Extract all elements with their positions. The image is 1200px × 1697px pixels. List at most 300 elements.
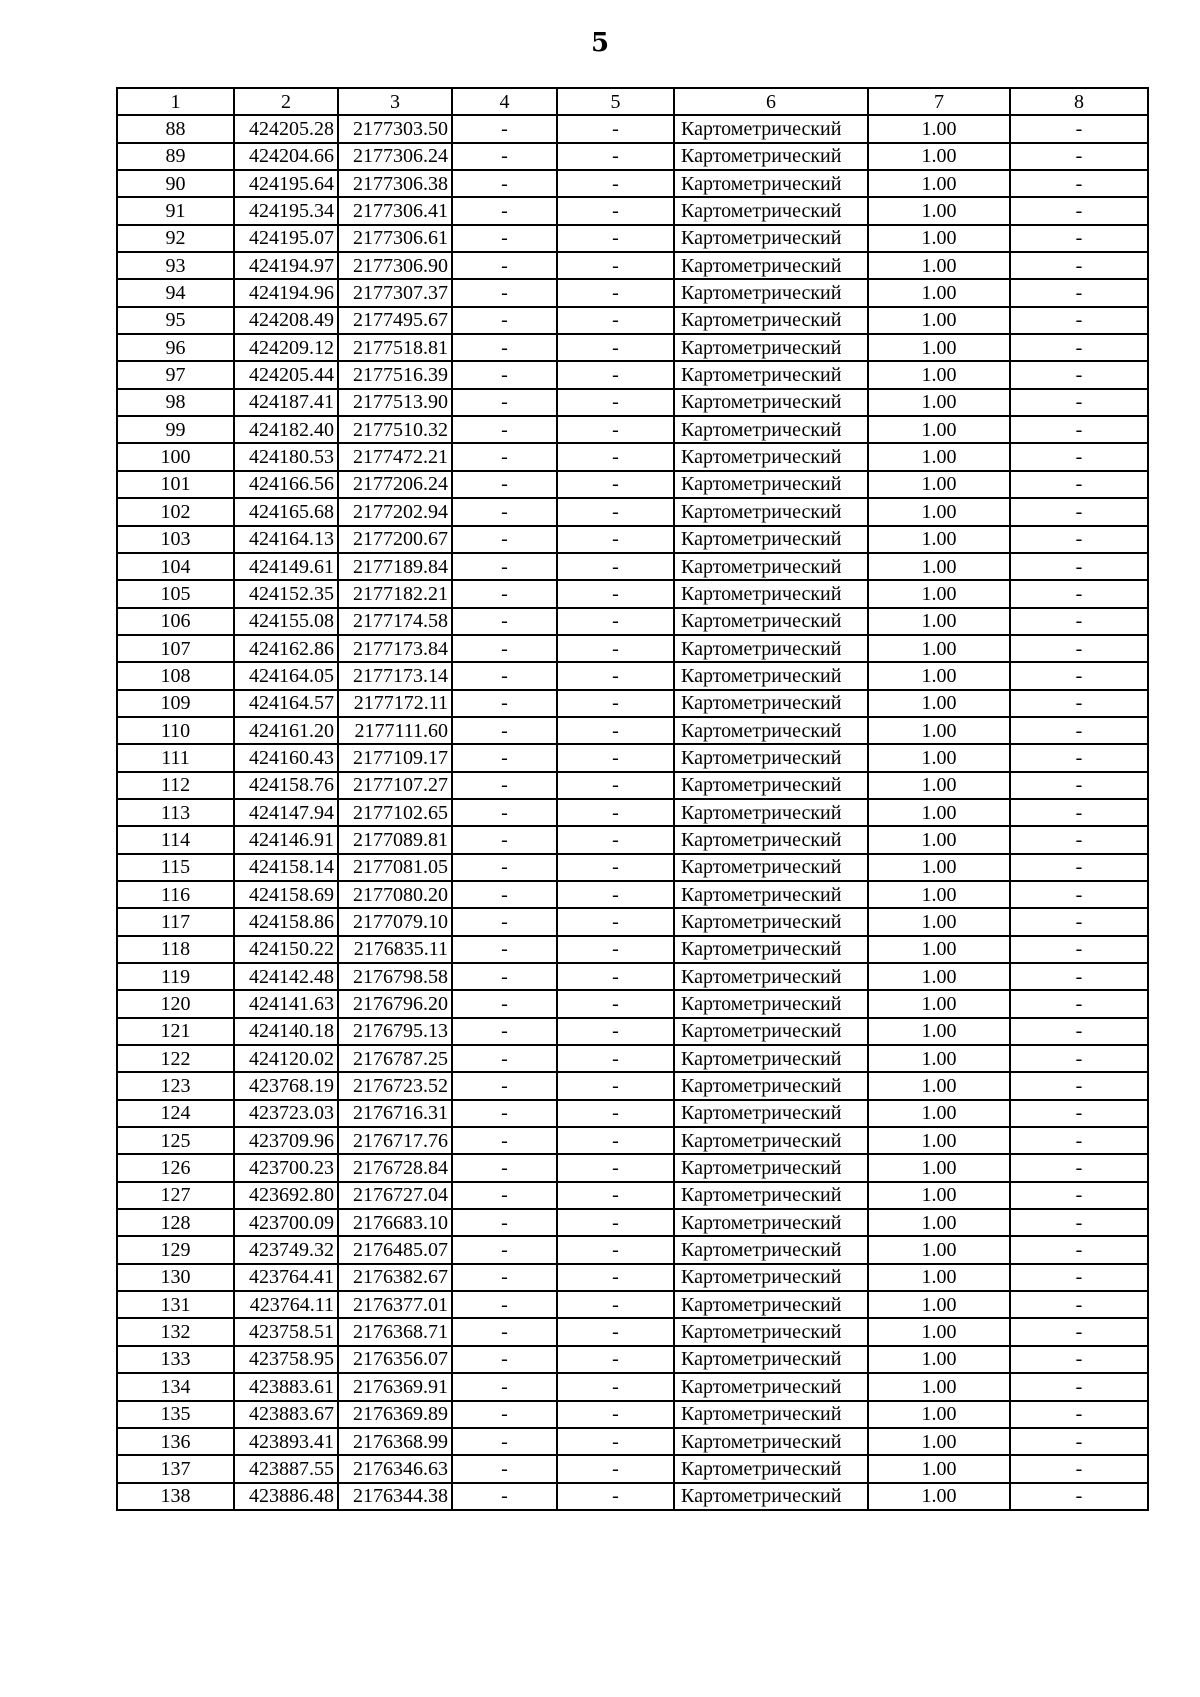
accuracy-cell: 1.00	[868, 1045, 1010, 1072]
accuracy-cell: 1.00	[868, 854, 1010, 881]
point-number-cell: 124	[117, 1100, 234, 1127]
x-coordinate-cell: 424120.02	[234, 1045, 338, 1072]
table-header	[117, 88, 1148, 115]
column-4-cell: -	[452, 443, 557, 470]
x-coordinate-cell: 424164.13	[234, 526, 338, 553]
point-number-cell: 97	[117, 361, 234, 388]
point-number-cell: 117	[117, 908, 234, 935]
x-coordinate-cell: 423749.32	[234, 1236, 338, 1263]
table-row	[117, 690, 1148, 717]
table-row	[117, 826, 1148, 853]
y-coordinate-cell: 2177303.50	[338, 115, 452, 142]
column-4-cell: -	[452, 252, 557, 279]
x-coordinate-cell: 424205.44	[234, 361, 338, 388]
y-coordinate-cell: 2176795.13	[338, 1018, 452, 1045]
point-number-cell: 108	[117, 662, 234, 689]
point-number-cell: 136	[117, 1428, 234, 1455]
column-8-cell: -	[1010, 1100, 1148, 1127]
column-8-cell: -	[1010, 1072, 1148, 1099]
table-row	[117, 717, 1148, 744]
y-coordinate-cell: 2177109.17	[338, 744, 452, 771]
accuracy-cell: 1.00	[868, 908, 1010, 935]
point-number-cell: 135	[117, 1401, 234, 1428]
column-5-cell: -	[557, 772, 674, 799]
x-coordinate-cell: 424195.34	[234, 197, 338, 224]
y-coordinate-cell: 2177516.39	[338, 361, 452, 388]
column-5-cell: -	[557, 389, 674, 416]
column-8-cell: -	[1010, 389, 1148, 416]
method-cell: Картометрический	[674, 389, 868, 416]
column-5-cell: -	[557, 416, 674, 443]
column-5-cell: -	[557, 526, 674, 553]
accuracy-cell: 1.00	[868, 1100, 1010, 1127]
method-cell: Картометрический	[674, 361, 868, 388]
column-5-cell: -	[557, 1209, 674, 1236]
accuracy-cell: 1.00	[868, 1127, 1010, 1154]
column-4-cell: -	[452, 1072, 557, 1099]
column-5-cell: -	[557, 1264, 674, 1291]
point-number-cell: 94	[117, 279, 234, 306]
column-5-cell: -	[557, 1236, 674, 1263]
method-cell: Картометрический	[674, 744, 868, 771]
method-cell: Картометрический	[674, 908, 868, 935]
column-8-cell: -	[1010, 881, 1148, 908]
column-8-cell: -	[1010, 690, 1148, 717]
x-coordinate-cell: 424150.22	[234, 936, 338, 963]
y-coordinate-cell: 2177080.20	[338, 881, 452, 908]
accuracy-cell: 1.00	[868, 772, 1010, 799]
table-row	[117, 608, 1148, 635]
table-row	[117, 416, 1148, 443]
y-coordinate-cell: 2177306.90	[338, 252, 452, 279]
column-5-cell: -	[557, 225, 674, 252]
column-5-cell: -	[557, 1182, 674, 1209]
method-cell: Картометрический	[674, 1291, 868, 1318]
method-cell: Картометрический	[674, 1018, 868, 1045]
accuracy-cell: 1.00	[868, 717, 1010, 744]
accuracy-cell: 1.00	[868, 1072, 1010, 1099]
accuracy-cell: 1.00	[868, 1209, 1010, 1236]
column-8-cell: -	[1010, 717, 1148, 744]
column-5-cell: -	[557, 170, 674, 197]
column-4-cell: -	[452, 662, 557, 689]
column-4-cell: -	[452, 963, 557, 990]
method-cell: Картометрический	[674, 170, 868, 197]
point-number-cell: 127	[117, 1182, 234, 1209]
table-body	[117, 115, 1148, 1510]
table-row	[117, 1236, 1148, 1263]
column-8-cell: -	[1010, 1428, 1148, 1455]
column-8-cell: -	[1010, 1236, 1148, 1263]
x-coordinate-cell: 424166.56	[234, 471, 338, 498]
table-row	[117, 1401, 1148, 1428]
x-coordinate-cell: 424208.49	[234, 307, 338, 334]
table-row	[117, 963, 1148, 990]
x-coordinate-cell: 424205.28	[234, 115, 338, 142]
column-4-cell: -	[452, 1127, 557, 1154]
accuracy-cell: 1.00	[868, 1154, 1010, 1181]
y-coordinate-cell: 2177513.90	[338, 389, 452, 416]
column-8-cell: -	[1010, 854, 1148, 881]
table-row	[117, 1072, 1148, 1099]
table-row	[117, 334, 1148, 361]
column-4-cell: -	[452, 1045, 557, 1072]
table-row	[117, 635, 1148, 662]
column-5-cell: -	[557, 307, 674, 334]
column-5-cell: -	[557, 279, 674, 306]
method-cell: Картометрический	[674, 1127, 868, 1154]
y-coordinate-cell: 2177306.38	[338, 170, 452, 197]
column-4-cell: -	[452, 1483, 557, 1510]
point-number-cell: 107	[117, 635, 234, 662]
method-cell: Картометрический	[674, 307, 868, 334]
y-coordinate-cell: 2177510.32	[338, 416, 452, 443]
column-5-cell: -	[557, 1100, 674, 1127]
accuracy-cell: 1.00	[868, 143, 1010, 170]
table-row	[117, 498, 1148, 525]
column-4-cell: -	[452, 936, 557, 963]
accuracy-cell: 1.00	[868, 608, 1010, 635]
method-cell: Картометрический	[674, 1455, 868, 1482]
method-cell: Картометрический	[674, 225, 868, 252]
table-row	[117, 443, 1148, 470]
accuracy-cell: 1.00	[868, 443, 1010, 470]
column-8-cell: -	[1010, 1264, 1148, 1291]
y-coordinate-cell: 2176683.10	[338, 1209, 452, 1236]
accuracy-cell: 1.00	[868, 1318, 1010, 1345]
point-number-cell: 115	[117, 854, 234, 881]
x-coordinate-cell: 424187.41	[234, 389, 338, 416]
accuracy-cell: 1.00	[868, 252, 1010, 279]
method-cell: Картометрический	[674, 1346, 868, 1373]
column-5-cell: -	[557, 471, 674, 498]
accuracy-cell: 1.00	[868, 279, 1010, 306]
method-cell: Картометрический	[674, 1072, 868, 1099]
point-number-cell: 96	[117, 334, 234, 361]
x-coordinate-cell: 424195.07	[234, 225, 338, 252]
column-4-cell: -	[452, 526, 557, 553]
table-row	[117, 526, 1148, 553]
y-coordinate-cell: 2176369.91	[338, 1373, 452, 1400]
point-number-cell: 122	[117, 1045, 234, 1072]
column-5-cell: -	[557, 334, 674, 361]
accuracy-cell: 1.00	[868, 1346, 1010, 1373]
column-4-cell: -	[452, 498, 557, 525]
point-number-cell: 129	[117, 1236, 234, 1263]
x-coordinate-cell: 424209.12	[234, 334, 338, 361]
column-5-cell: -	[557, 990, 674, 1017]
x-coordinate-cell: 424162.86	[234, 635, 338, 662]
table-row	[117, 553, 1148, 580]
table-row	[117, 854, 1148, 881]
column-4-cell: -	[452, 1401, 557, 1428]
accuracy-cell: 1.00	[868, 990, 1010, 1017]
column-8-cell: -	[1010, 1291, 1148, 1318]
x-coordinate-cell: 424146.91	[234, 826, 338, 853]
column-8-cell: -	[1010, 471, 1148, 498]
header-cell: 4	[452, 88, 557, 115]
y-coordinate-cell: 2177081.05	[338, 854, 452, 881]
y-coordinate-cell: 2177202.94	[338, 498, 452, 525]
method-cell: Картометрический	[674, 553, 868, 580]
header-cell: 2	[234, 88, 338, 115]
table-row	[117, 908, 1148, 935]
point-number-cell: 130	[117, 1264, 234, 1291]
accuracy-cell: 1.00	[868, 553, 1010, 580]
y-coordinate-cell: 2176356.07	[338, 1346, 452, 1373]
x-coordinate-cell: 423709.96	[234, 1127, 338, 1154]
column-8-cell: -	[1010, 1483, 1148, 1510]
accuracy-cell: 1.00	[868, 1236, 1010, 1263]
y-coordinate-cell: 2177174.58	[338, 608, 452, 635]
column-5-cell: -	[557, 115, 674, 142]
method-cell: Картометрический	[674, 608, 868, 635]
column-5-cell: -	[557, 1428, 674, 1455]
x-coordinate-cell: 424141.63	[234, 990, 338, 1017]
column-4-cell: -	[452, 908, 557, 935]
column-8-cell: -	[1010, 1209, 1148, 1236]
method-cell: Картометрический	[674, 1209, 868, 1236]
x-coordinate-cell: 424165.68	[234, 498, 338, 525]
x-coordinate-cell: 423758.51	[234, 1318, 338, 1345]
method-cell: Картометрический	[674, 498, 868, 525]
method-cell: Картометрический	[674, 690, 868, 717]
y-coordinate-cell: 2177111.60	[338, 717, 452, 744]
column-8-cell: -	[1010, 936, 1148, 963]
point-number-cell: 99	[117, 416, 234, 443]
point-number-cell: 104	[117, 553, 234, 580]
table-row	[117, 772, 1148, 799]
column-4-cell: -	[452, 744, 557, 771]
column-5-cell: -	[557, 252, 674, 279]
accuracy-cell: 1.00	[868, 416, 1010, 443]
point-number-cell: 100	[117, 443, 234, 470]
column-4-cell: -	[452, 1100, 557, 1127]
column-5-cell: -	[557, 854, 674, 881]
y-coordinate-cell: 2176344.38	[338, 1483, 452, 1510]
point-number-cell: 92	[117, 225, 234, 252]
column-8-cell: -	[1010, 635, 1148, 662]
y-coordinate-cell: 2177173.14	[338, 662, 452, 689]
point-number-cell: 90	[117, 170, 234, 197]
accuracy-cell: 1.00	[868, 826, 1010, 853]
column-5-cell: -	[557, 143, 674, 170]
column-5-cell: -	[557, 1291, 674, 1318]
column-4-cell: -	[452, 1154, 557, 1181]
y-coordinate-cell: 2176787.25	[338, 1045, 452, 1072]
accuracy-cell: 1.00	[868, 690, 1010, 717]
method-cell: Картометрический	[674, 1401, 868, 1428]
accuracy-cell: 1.00	[868, 1455, 1010, 1482]
column-5-cell: -	[557, 1346, 674, 1373]
point-number-cell: 105	[117, 580, 234, 607]
x-coordinate-cell: 424149.61	[234, 553, 338, 580]
column-8-cell: -	[1010, 772, 1148, 799]
accuracy-cell: 1.00	[868, 1483, 1010, 1510]
x-coordinate-cell: 423883.61	[234, 1373, 338, 1400]
accuracy-cell: 1.00	[868, 1291, 1010, 1318]
method-cell: Картометрический	[674, 635, 868, 662]
column-8-cell: -	[1010, 1318, 1148, 1345]
column-5-cell: -	[557, 608, 674, 635]
x-coordinate-cell: 424194.97	[234, 252, 338, 279]
x-coordinate-cell: 423883.67	[234, 1401, 338, 1428]
column-8-cell: -	[1010, 170, 1148, 197]
point-number-cell: 125	[117, 1127, 234, 1154]
header-row	[117, 88, 1148, 115]
point-number-cell: 88	[117, 115, 234, 142]
y-coordinate-cell: 2177200.67	[338, 526, 452, 553]
accuracy-cell: 1.00	[868, 963, 1010, 990]
point-number-cell: 114	[117, 826, 234, 853]
method-cell: Картометрический	[674, 963, 868, 990]
accuracy-cell: 1.00	[868, 197, 1010, 224]
table-row	[117, 197, 1148, 224]
method-cell: Картометрический	[674, 854, 868, 881]
y-coordinate-cell: 2177495.67	[338, 307, 452, 334]
column-4-cell: -	[452, 690, 557, 717]
point-number-cell: 113	[117, 799, 234, 826]
column-8-cell: -	[1010, 799, 1148, 826]
column-4-cell: -	[452, 1264, 557, 1291]
column-8-cell: -	[1010, 553, 1148, 580]
column-4-cell: -	[452, 170, 557, 197]
accuracy-cell: 1.00	[868, 635, 1010, 662]
accuracy-cell: 1.00	[868, 744, 1010, 771]
column-5-cell: -	[557, 1154, 674, 1181]
x-coordinate-cell: 424152.35	[234, 580, 338, 607]
table-row	[117, 307, 1148, 334]
table-row	[117, 225, 1148, 252]
x-coordinate-cell: 424158.86	[234, 908, 338, 935]
column-8-cell: -	[1010, 963, 1148, 990]
column-4-cell: -	[452, 553, 557, 580]
table-row	[117, 1018, 1148, 1045]
table-row	[117, 990, 1148, 1017]
x-coordinate-cell: 423886.48	[234, 1483, 338, 1510]
accuracy-cell: 1.00	[868, 471, 1010, 498]
header-cell: 3	[338, 88, 452, 115]
column-8-cell: -	[1010, 1018, 1148, 1045]
point-number-cell: 89	[117, 143, 234, 170]
method-cell: Картометрический	[674, 334, 868, 361]
column-5-cell: -	[557, 826, 674, 853]
table-row	[117, 936, 1148, 963]
point-number-cell: 119	[117, 963, 234, 990]
point-number-cell: 126	[117, 1154, 234, 1181]
column-8-cell: -	[1010, 1154, 1148, 1181]
column-5-cell: -	[557, 635, 674, 662]
column-4-cell: -	[452, 826, 557, 853]
x-coordinate-cell: 424158.76	[234, 772, 338, 799]
column-4-cell: -	[452, 197, 557, 224]
x-coordinate-cell: 423723.03	[234, 1100, 338, 1127]
method-cell: Картометрический	[674, 990, 868, 1017]
column-5-cell: -	[557, 443, 674, 470]
y-coordinate-cell: 2176369.89	[338, 1401, 452, 1428]
column-8-cell: -	[1010, 580, 1148, 607]
column-5-cell: -	[557, 580, 674, 607]
table-row	[117, 1428, 1148, 1455]
header-cell: 8	[1010, 88, 1148, 115]
x-coordinate-cell: 423764.11	[234, 1291, 338, 1318]
accuracy-cell: 1.00	[868, 498, 1010, 525]
column-8-cell: -	[1010, 307, 1148, 334]
point-number-cell: 111	[117, 744, 234, 771]
y-coordinate-cell: 2177107.27	[338, 772, 452, 799]
method-cell: Картометрический	[674, 526, 868, 553]
column-4-cell: -	[452, 717, 557, 744]
accuracy-cell: 1.00	[868, 662, 1010, 689]
point-number-cell: 109	[117, 690, 234, 717]
x-coordinate-cell: 424182.40	[234, 416, 338, 443]
column-5-cell: -	[557, 1401, 674, 1428]
point-number-cell: 93	[117, 252, 234, 279]
y-coordinate-cell: 2177173.84	[338, 635, 452, 662]
table-row	[117, 1209, 1148, 1236]
column-4-cell: -	[452, 881, 557, 908]
column-4-cell: -	[452, 990, 557, 1017]
column-8-cell: -	[1010, 279, 1148, 306]
x-coordinate-cell: 424204.66	[234, 143, 338, 170]
table-row	[117, 1045, 1148, 1072]
column-5-cell: -	[557, 744, 674, 771]
method-cell: Картометрический	[674, 799, 868, 826]
y-coordinate-cell: 2176382.67	[338, 1264, 452, 1291]
header-cell: 7	[868, 88, 1010, 115]
accuracy-cell: 1.00	[868, 526, 1010, 553]
method-cell: Картометрический	[674, 1045, 868, 1072]
x-coordinate-cell: 424158.14	[234, 854, 338, 881]
column-8-cell: -	[1010, 744, 1148, 771]
column-5-cell: -	[557, 1373, 674, 1400]
x-coordinate-cell: 424142.48	[234, 963, 338, 990]
column-4-cell: -	[452, 361, 557, 388]
x-coordinate-cell: 424164.57	[234, 690, 338, 717]
table-row	[117, 471, 1148, 498]
column-5-cell: -	[557, 1127, 674, 1154]
point-number-cell: 110	[117, 717, 234, 744]
column-4-cell: -	[452, 1291, 557, 1318]
column-5-cell: -	[557, 1455, 674, 1482]
method-cell: Картометрический	[674, 1373, 868, 1400]
method-cell: Картометрический	[674, 826, 868, 853]
y-coordinate-cell: 2177189.84	[338, 553, 452, 580]
point-number-cell: 98	[117, 389, 234, 416]
point-number-cell: 101	[117, 471, 234, 498]
method-cell: Картометрический	[674, 717, 868, 744]
column-4-cell: -	[452, 1018, 557, 1045]
accuracy-cell: 1.00	[868, 334, 1010, 361]
column-5-cell: -	[557, 908, 674, 935]
column-4-cell: -	[452, 1373, 557, 1400]
column-5-cell: -	[557, 662, 674, 689]
x-coordinate-cell: 424140.18	[234, 1018, 338, 1045]
accuracy-cell: 1.00	[868, 1401, 1010, 1428]
x-coordinate-cell: 423700.23	[234, 1154, 338, 1181]
column-8-cell: -	[1010, 1401, 1148, 1428]
point-number-cell: 128	[117, 1209, 234, 1236]
column-4-cell: -	[452, 1182, 557, 1209]
column-5-cell: -	[557, 936, 674, 963]
y-coordinate-cell: 2176368.71	[338, 1318, 452, 1345]
point-number-cell: 102	[117, 498, 234, 525]
table-row	[117, 1127, 1148, 1154]
column-4-cell: -	[452, 389, 557, 416]
column-8-cell: -	[1010, 334, 1148, 361]
method-cell: Картометрический	[674, 115, 868, 142]
method-cell: Картометрический	[674, 772, 868, 799]
